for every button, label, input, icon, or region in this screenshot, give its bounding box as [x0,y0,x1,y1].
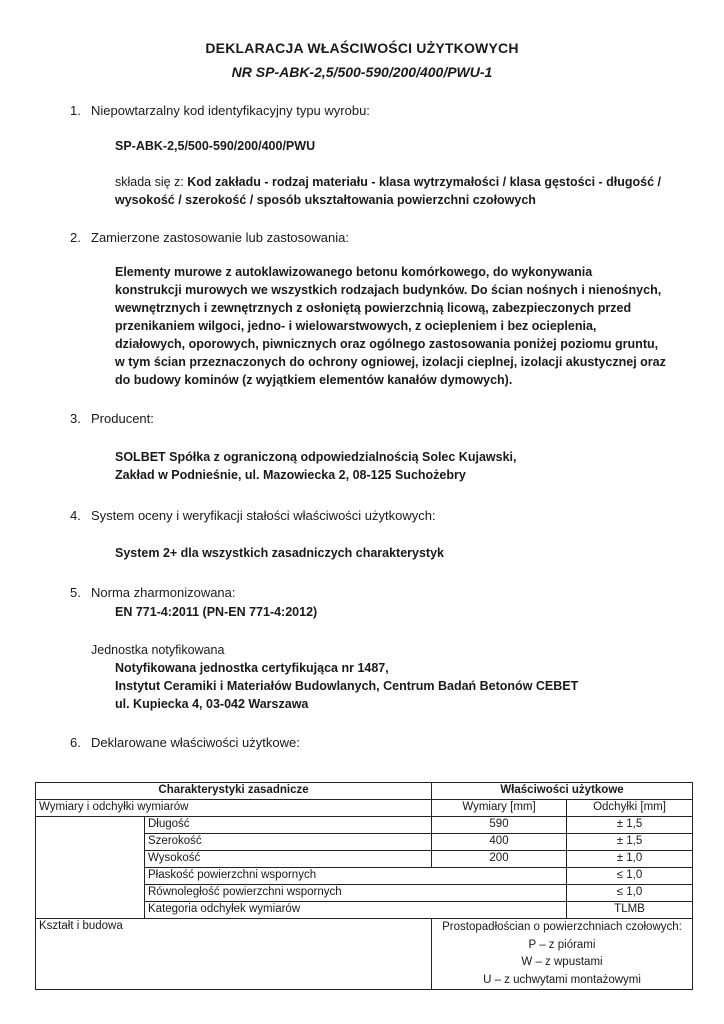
row-flatness-value: ≤ 1,0 [567,868,693,885]
row-flatness-label: Płaskość powierzchni wspornych [145,868,567,885]
code-structure-line2: wysokość / szerokość / sposób ukształtowania powierzchni czołowych [115,193,536,207]
section-4-heading: System oceny i weryfikacji stałości właściwości użytkowych: [91,508,436,523]
row-length-dimension: 590 [432,817,567,834]
notified-body-heading: Jednostka notyfikowana [91,643,225,657]
document-title: DEKLARACJA WŁAŚCIWOŚCI UŻYTKOWYCH [205,40,519,56]
section-3-heading: Producent: [91,411,154,426]
section-3-number: 3. [70,411,81,426]
notified-body-line3: ul. Kupiecka 4, 03-042 Warszawa [115,697,309,711]
shape-line: W – z wpustami [521,956,603,968]
shape-line: Prostopadłościan o powierzchniach czołowych: [442,921,682,933]
section-1-heading: Niepowtarzalny kod identyfikacyjny typu wyrobu: [91,103,370,118]
intended-use-text [115,263,675,389]
section-6-number: 6. [70,735,81,750]
section-5-heading: Norma zharmonizowana: [91,585,236,600]
notified-body-line2: Instytut Ceramiki i Materiałów Budowlanych, Centrum Badań Betonów CEBET [115,679,579,693]
intended-use-line: działowych, oporowych, piwnicznych oraz ogólnego zastosowania poniżej poziomu gruntu, [115,337,659,351]
section-6-heading: Deklarowane właściwości użytkowe: [91,735,300,750]
shape-value [432,919,693,990]
table-row [36,817,693,834]
intended-use-line: przenikaniem wilgoci, jedno- i wielowarstwowych, z ociepleniem i bez ocieplenia, [115,319,597,333]
intended-use-line: Elementy murowe z autoklawizowanego betonu komórkowego, do wykonywania [115,265,593,279]
section-1-number: 1. [70,103,81,118]
code-structure-text: Kod zakładu - rodzaj materiału - klasa wytrzymałości / klasa gęstości - długość / [187,175,662,189]
code-structure-prefix: składa się z: [115,175,188,189]
document-number: NR SP-ABK-2,5/500-590/200/400/PWU-1 [231,64,493,80]
intended-use-line: w tym ścian przeznaczonych do ochrony ogniowej, izolacji cieplnej, izolacji akustycznej oraz [115,355,666,369]
notified-body-line1: Notyfikowana jednostka certyfikująca nr 1487, [115,661,389,675]
row-parallelism-value: ≤ 1,0 [567,885,693,902]
row-category-value: TLMB [567,902,693,919]
intended-use-line: do budowy kominów (z wyjątkiem elementów kanałów dymowych). [115,373,513,387]
header-performance: Właściwości użytkowe [432,783,693,800]
table-row [36,800,693,817]
producer-name: SOLBET Spółka z ograniczoną odpowiedzialnością Solec Kujawski, [115,450,517,464]
intended-use-line: wewnętrznych i zewnętrznych z osłoniętą powierzchnią licową, zabezpieczonych przed [115,301,632,315]
dimensions-group-label: Wymiary i odchyłki wymiarów [36,800,432,817]
assessment-system: System 2+ dla wszystkich zasadniczych charakterystyk [115,546,444,560]
row-height-dimension: 200 [432,851,567,868]
product-code: SP-ABK-2,5/500-590/200/400/PWU [115,139,316,153]
column-deviations: Odchyłki [mm] [567,800,693,817]
row-parallelism-label: Równoległość powierzchni wspornych [145,885,567,902]
producer-address: Zakład w Podnieśnie, ul. Mazowiecka 2, 08-125 Suchożebry [115,468,466,482]
harmonized-standard: EN 771-4:2011 (PN-EN 771-4:2012) [115,605,318,619]
row-length-label: Długość [145,817,432,834]
code-structure-line1 [115,175,661,189]
shape-line: U – z uchwytami montażowymi [483,973,641,986]
table-header-row [36,783,693,800]
empty-cell [36,817,145,919]
section-4-number: 4. [70,508,81,523]
section-2-number: 2. [70,230,81,245]
section-5-number: 5. [70,585,81,600]
row-height-label: Wysokość [145,851,432,868]
intended-use-line: konstrukcji murowych we wszystkich rodzajach budynków. Do ścian nośnych i nienośnych, [115,283,662,297]
header-essential-characteristics: Charakterystyki zasadnicze [36,783,432,800]
table-row [36,919,693,990]
row-width-dimension: 400 [432,834,567,851]
row-category-label: Kategoria odchyłek wymiarów [145,902,567,919]
shape-label: Kształt i budowa [36,919,432,990]
section-2-heading: Zamierzone zastosowanie lub zastosowania: [91,230,349,245]
shape-line: P – z piórami [528,938,596,951]
row-width-label: Szerokość [145,834,432,851]
performance-table [35,782,693,990]
row-width-deviation: ± 1,5 [567,834,693,851]
row-height-deviation: ± 1,0 [567,851,693,868]
column-dimensions: Wymiary [mm] [432,800,567,817]
row-length-deviation: ± 1,5 [567,817,693,834]
